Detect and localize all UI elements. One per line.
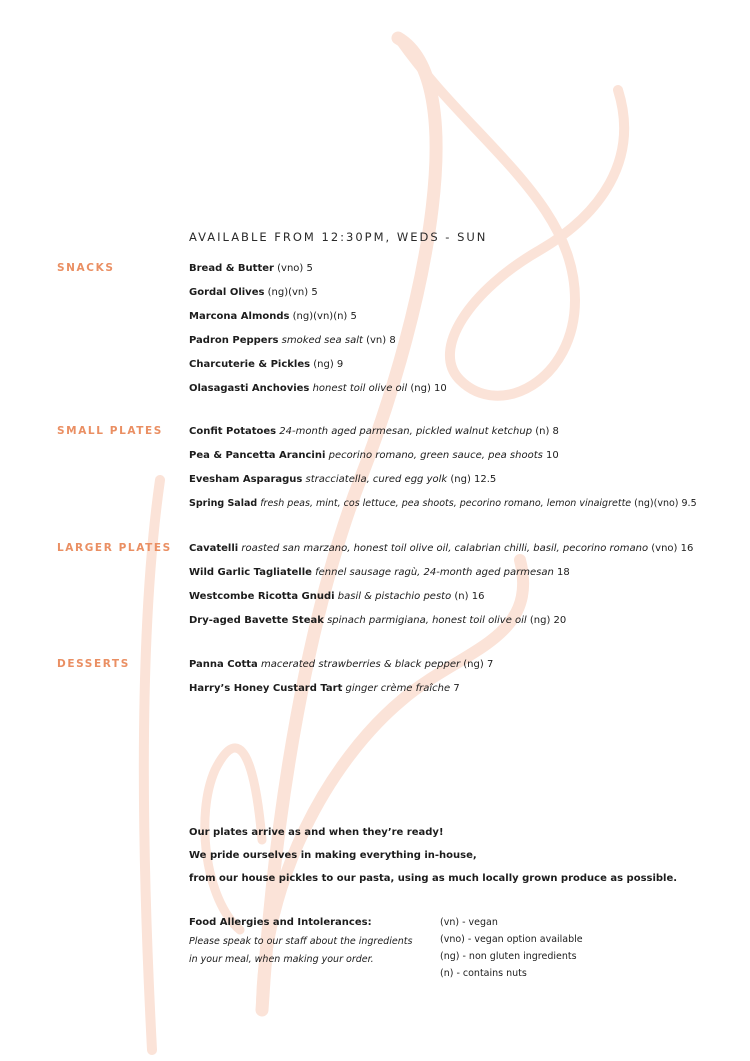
section-label-desserts: DESSERTS: [57, 658, 130, 670]
legend-item: (ng) - non gluten ingredients: [440, 951, 577, 962]
allergy-text: in your meal, when making your order.: [189, 954, 374, 965]
menu-item: Panna Cotta macerated strawberries & black pepper (ng) 7: [189, 659, 494, 670]
menu-item: Cavatelli roasted san marzano, honest toil olive oil, calabrian chilli, basil, pecorino romano (vno) 16: [189, 543, 694, 554]
menu-item: Westcombe Ricotta Gnudi basil & pistachio pesto (n) 16: [189, 591, 485, 602]
menu-item: Confit Potatoes 24-month aged parmesan, pickled walnut ketchup (n) 8: [189, 426, 559, 437]
allergy-title: Food Allergies and Intolerances:: [189, 917, 372, 928]
menu-item: Marcona Almonds (ng)(vn)(n) 5: [189, 311, 357, 322]
section-label-small-plates: SMALL PLATES: [57, 425, 163, 437]
menu-item: Charcuterie & Pickles (ng) 9: [189, 359, 344, 370]
availability-text: AVAILABLE FROM 12:30PM, WEDS - SUN: [189, 230, 488, 244]
menu-item: Bread & Butter (vno) 5: [189, 263, 313, 274]
menu-item: Gordal Olives (ng)(vn) 5: [189, 287, 318, 298]
footer-line: from our house pickles to our pasta, using as much locally grown produce as possible.: [189, 873, 678, 884]
section-label-larger-plates: LARGER PLATES: [57, 542, 172, 554]
menu-item: Wild Garlic Tagliatelle fennel sausage ragù, 24-month aged parmesan 18: [189, 567, 570, 578]
menu-item: Olasagasti Anchovies honest toil olive oil (ng) 10: [189, 383, 447, 394]
allergy-text: Please speak to our staff about the ingredients: [189, 936, 413, 947]
section-label-snacks: SNACKS: [57, 262, 115, 274]
legend-item: (vn) - vegan: [440, 917, 498, 928]
menu-item: Harry’s Honey Custard Tart ginger crème fraîche 7: [189, 683, 460, 694]
footer-line: We pride ourselves in making everything in-house,: [189, 850, 477, 861]
footer-line: Our plates arrive as and when they’re ready!: [189, 827, 444, 838]
menu-item: Dry-aged Bavette Steak spinach parmigiana, honest toil olive oil (ng) 20: [189, 615, 567, 626]
menu-item: Pea & Pancetta Arancini pecorino romano, green sauce, pea shoots 10: [189, 450, 559, 461]
menu-item: Spring Salad fresh peas, mint, cos lettuce, pea shoots, pecorino romano, lemon vinaigrette (ng)(vno) 9.5: [189, 498, 697, 509]
menu-item: Padron Peppers smoked sea salt (vn) 8: [189, 335, 396, 346]
legend-item: (vno) - vegan option available: [440, 934, 583, 945]
menu-item: Evesham Asparagus stracciatella, cured egg yolk (ng) 12.5: [189, 474, 497, 485]
legend-item: (n) - contains nuts: [440, 968, 527, 979]
